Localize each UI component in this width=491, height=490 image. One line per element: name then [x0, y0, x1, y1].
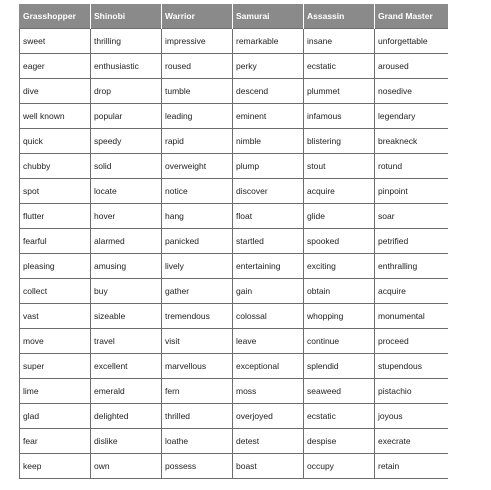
table-row	[20, 404, 449, 429]
table-cell: alarmed	[91, 229, 162, 254]
table-cell: fern	[162, 379, 233, 404]
table-row	[20, 129, 449, 154]
table-cell: whopping	[304, 304, 375, 329]
table-cell: eminent	[233, 104, 304, 129]
table-cell: proceed	[375, 329, 449, 354]
table-cell: continue	[304, 329, 375, 354]
table-cell: legendary	[375, 104, 449, 129]
table-cell: overweight	[162, 154, 233, 179]
table-cell: acquire	[304, 179, 375, 204]
table-cell: enthralling	[375, 254, 449, 279]
table-cell: perky	[233, 54, 304, 79]
table-cell: possess	[162, 454, 233, 479]
table-cell: well known	[20, 104, 91, 129]
table-cell: breakneck	[375, 129, 449, 154]
table-cell: gain	[233, 279, 304, 304]
table-cell: nosedive	[375, 79, 449, 104]
table-cell: keep	[20, 454, 91, 479]
table-row	[20, 29, 449, 54]
table-cell: super	[20, 354, 91, 379]
table-cell: excellent	[91, 354, 162, 379]
table-cell: aroused	[375, 54, 449, 79]
table-cell: pinpoint	[375, 179, 449, 204]
table-cell: leave	[233, 329, 304, 354]
table-cell: nimble	[233, 129, 304, 154]
column-header-grasshopper: Grasshopper	[20, 4, 91, 29]
table-cell: impressive	[162, 29, 233, 54]
table-cell: monumental	[375, 304, 449, 329]
table-cell: infamous	[304, 104, 375, 129]
table-cell: retain	[375, 454, 449, 479]
table-cell: leading	[162, 104, 233, 129]
table-cell: tumble	[162, 79, 233, 104]
table-cell: lively	[162, 254, 233, 279]
table-cell: chubby	[20, 154, 91, 179]
table-cell: visit	[162, 329, 233, 354]
table-cell: thrilled	[162, 404, 233, 429]
table-cell: sweet	[20, 29, 91, 54]
table-row	[20, 79, 449, 104]
table-row	[20, 204, 449, 229]
table-cell: gather	[162, 279, 233, 304]
table-cell: startled	[233, 229, 304, 254]
table-cell: travel	[91, 329, 162, 354]
table-cell: ecstatic	[304, 404, 375, 429]
table-cell: boast	[233, 454, 304, 479]
table-cell: pleasing	[20, 254, 91, 279]
table-row	[20, 454, 449, 479]
table-cell: insane	[304, 29, 375, 54]
table-cell: glad	[20, 404, 91, 429]
table-cell: dive	[20, 79, 91, 104]
table-cell: panicked	[162, 229, 233, 254]
column-header-grand-master: Grand Master	[375, 4, 449, 29]
table-cell: pistachio	[375, 379, 449, 404]
table-cell: notice	[162, 179, 233, 204]
table-cell: glide	[304, 204, 375, 229]
table-cell: splendid	[304, 354, 375, 379]
column-header-shinobi: Shinobi	[91, 4, 162, 29]
table-cell: plump	[233, 154, 304, 179]
table-row	[20, 279, 449, 304]
header-row	[20, 4, 449, 29]
table-cell: fear	[20, 429, 91, 454]
table-row	[20, 154, 449, 179]
table-cell: plummet	[304, 79, 375, 104]
table-body	[20, 29, 449, 479]
table-cell: hang	[162, 204, 233, 229]
column-header-samurai: Samurai	[233, 4, 304, 29]
table-cell: exciting	[304, 254, 375, 279]
table-row	[20, 304, 449, 329]
table-cell: ecstatic	[304, 54, 375, 79]
table-cell: seaweed	[304, 379, 375, 404]
table-cell: petrified	[375, 229, 449, 254]
table-cell: remarkable	[233, 29, 304, 54]
table-cell: entertaining	[233, 254, 304, 279]
table-cell: obtain	[304, 279, 375, 304]
table-cell: stupendous	[375, 354, 449, 379]
table-cell: stout	[304, 154, 375, 179]
table-cell: dislike	[91, 429, 162, 454]
table-cell: fearful	[20, 229, 91, 254]
table-row	[20, 54, 449, 79]
table-cell: thrilling	[91, 29, 162, 54]
table-cell: vast	[20, 304, 91, 329]
table-cell: blistering	[304, 129, 375, 154]
table-cell: soar	[375, 204, 449, 229]
vocabulary-table	[19, 4, 448, 479]
table-cell: execrate	[375, 429, 449, 454]
table-cell: buy	[91, 279, 162, 304]
table-cell: locate	[91, 179, 162, 204]
table-cell: overjoyed	[233, 404, 304, 429]
table-row	[20, 354, 449, 379]
table-cell: moss	[233, 379, 304, 404]
table-row	[20, 104, 449, 129]
table-cell: move	[20, 329, 91, 354]
table-cell: eager	[20, 54, 91, 79]
table-cell: roused	[162, 54, 233, 79]
table-cell: lime	[20, 379, 91, 404]
table-header	[20, 4, 449, 29]
table-row	[20, 429, 449, 454]
vocabulary-sheet	[19, 4, 448, 490]
table-cell: quick	[20, 129, 91, 154]
table-cell: exceptional	[233, 354, 304, 379]
table-cell: marvellous	[162, 354, 233, 379]
table-cell: collect	[20, 279, 91, 304]
table-cell: sizeable	[91, 304, 162, 329]
table-row	[20, 254, 449, 279]
table-cell: detest	[233, 429, 304, 454]
table-cell: amusing	[91, 254, 162, 279]
table-cell: spooked	[304, 229, 375, 254]
table-cell: acquire	[375, 279, 449, 304]
column-header-warrior: Warrior	[162, 4, 233, 29]
table-cell: delighted	[91, 404, 162, 429]
table-cell: joyous	[375, 404, 449, 429]
table-row	[20, 379, 449, 404]
column-header-assassin: Assassin	[304, 4, 375, 29]
table-cell: own	[91, 454, 162, 479]
table-cell: speedy	[91, 129, 162, 154]
table-cell: emerald	[91, 379, 162, 404]
table-cell: enthusiastic	[91, 54, 162, 79]
table-cell: popular	[91, 104, 162, 129]
table-cell: loathe	[162, 429, 233, 454]
table-cell: occupy	[304, 454, 375, 479]
table-cell: despise	[304, 429, 375, 454]
table-cell: rapid	[162, 129, 233, 154]
table-cell: flutter	[20, 204, 91, 229]
table-cell: float	[233, 204, 304, 229]
table-cell: descend	[233, 79, 304, 104]
table-cell: unforgettable	[375, 29, 449, 54]
table-cell: discover	[233, 179, 304, 204]
table-cell: drop	[91, 79, 162, 104]
table-cell: tremendous	[162, 304, 233, 329]
table-cell: rotund	[375, 154, 449, 179]
table-cell: solid	[91, 154, 162, 179]
table-cell: spot	[20, 179, 91, 204]
table-cell: colossal	[233, 304, 304, 329]
table-row	[20, 329, 449, 354]
table-cell: hover	[91, 204, 162, 229]
table-row	[20, 229, 449, 254]
table-row	[20, 179, 449, 204]
